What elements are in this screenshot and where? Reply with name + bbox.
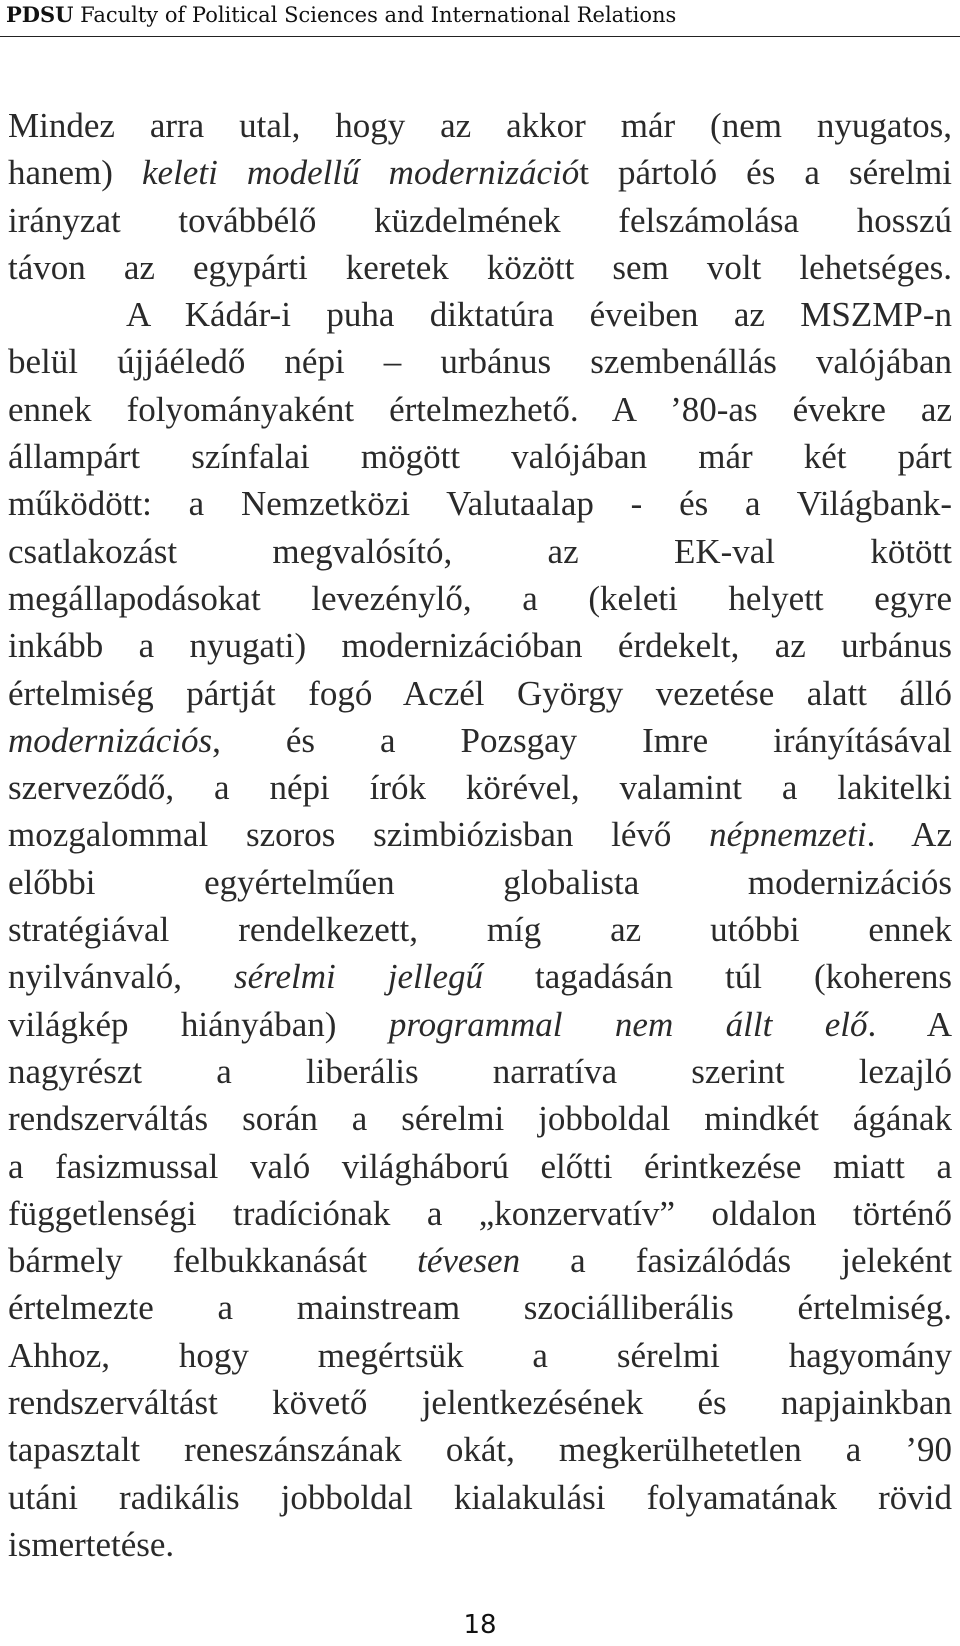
text-line xyxy=(8,1379,952,1426)
text-segment: stratégiával rendelkezett, míg az utóbbi ennek xyxy=(8,910,952,950)
text-segment: nyilvánvaló, xyxy=(8,957,235,997)
text-segment: függetlenségi tradíciónak a „konzervatív” oldalon történő xyxy=(8,1193,952,1233)
text-line xyxy=(8,1237,952,1284)
text-segment: rendszerváltást követő jelentkezésének és napjainkban xyxy=(8,1383,952,1423)
text-segment: Ahhoz, hogy megértsük a sérelmi hagyomány xyxy=(8,1335,952,1375)
italic-segment: modernizációs xyxy=(8,720,213,760)
text-line xyxy=(8,102,952,149)
text-segment: a fasizálódás jeleként xyxy=(520,1241,952,1281)
text-segment: működött: a Nemzetközi Valutaalap - és a Világbank- xyxy=(8,484,952,524)
italic-segment: programmal nem állt elő xyxy=(388,1004,868,1044)
text-line xyxy=(8,528,952,575)
text-segment: utáni radikális jobboldal kialakulási folyamatának rövid xyxy=(8,1477,952,1517)
text-line xyxy=(8,1284,952,1331)
text-line xyxy=(8,1001,952,1048)
header-brand: PDSU xyxy=(6,2,74,27)
header-faculty: Faculty of Political Sciences and International Relations xyxy=(80,3,677,27)
text-segment: irányzat továbbélő küzdelmének felszámolása hosszú xyxy=(8,200,952,240)
text-segment: szerveződő, a népi írók körével, valamint a lakitelki xyxy=(8,768,952,808)
text-segment: inkább a nyugati) modernizációban érdekelt, az urbánus xyxy=(8,626,952,666)
text-segment: tagadásán túl (koherens xyxy=(483,957,952,997)
text-segment: a fasizmussal való világháború előtti érintkezése miatt a xyxy=(8,1146,952,1186)
text-line xyxy=(8,953,952,1000)
text-segment: ennek folyományaként értelmezhető. A ’80-as évekre az xyxy=(8,389,952,429)
italic-segment: sérelmi jellegű xyxy=(234,957,484,997)
text-line xyxy=(8,338,952,385)
text-segment: állampárt színfalai mögött valójában már két párt xyxy=(8,437,952,477)
text-segment: Mindez arra utal, hogy az akkor már (nem nyugatos, xyxy=(8,106,952,145)
text-line xyxy=(8,1048,952,1095)
text-line xyxy=(8,1332,952,1379)
text-line xyxy=(8,575,952,622)
text-line xyxy=(8,386,952,433)
text-segment: . A xyxy=(867,1004,952,1044)
text-line xyxy=(8,1190,952,1237)
text-segment: belül újjáéledő népi – urbánus szembenállás valójában xyxy=(8,342,952,382)
text-segment: . Az xyxy=(866,815,952,855)
text-line xyxy=(8,717,952,764)
text-segment: A Kádár-i puha diktatúra éveiben az MSZMP-n xyxy=(126,295,952,335)
text-segment: bármely felbukkanását xyxy=(8,1241,418,1281)
text-segment: ismertetése. xyxy=(8,1524,175,1564)
italic-segment: népnemzeti xyxy=(709,815,867,855)
text-segment: t pártoló és a sérelmi xyxy=(579,153,952,193)
text-line xyxy=(8,859,952,906)
text-segment: világkép hiányában) xyxy=(8,1004,389,1044)
header-divider xyxy=(0,36,960,37)
text-line xyxy=(8,1426,952,1473)
text-segment: nagyrészt a liberális narratíva szerint lezajló xyxy=(8,1051,952,1091)
text-line xyxy=(8,1143,952,1190)
text-segment: mozgalommal szoros szimbiózisban lévő xyxy=(8,815,710,855)
text-line xyxy=(8,480,952,527)
text-segment: tapasztalt reneszánszának okát, megkerülhetetlen a ’90 xyxy=(8,1430,952,1470)
text-line xyxy=(8,670,952,717)
text-segment: értelmiség pártját fogó Aczél György vezetése alatt álló xyxy=(8,673,952,713)
text-line xyxy=(8,764,952,811)
text-segment: csatlakozást megvalósító, az EK-val kötött xyxy=(8,531,952,571)
text-segment: távon az egypárti keretek között sem volt lehetséges. xyxy=(8,247,952,287)
text-segment: értelmezte a mainstream szociálliberális értelmiség. xyxy=(8,1288,952,1328)
text-line xyxy=(8,811,952,858)
text-segment: megállapodásokat levezénylő, a (keleti helyett egyre xyxy=(8,578,952,618)
text-line xyxy=(8,291,952,338)
text-line xyxy=(8,906,952,953)
text-line xyxy=(8,1521,952,1568)
italic-segment: keleti modellű modernizáció xyxy=(142,153,580,193)
page-number: 18 xyxy=(463,1610,497,1640)
text-line xyxy=(8,1095,952,1142)
text-line xyxy=(8,197,952,244)
text-line xyxy=(8,1474,952,1521)
text-line xyxy=(8,622,952,669)
text-line xyxy=(8,244,952,291)
running-header xyxy=(6,2,952,27)
body-paragraph xyxy=(8,102,952,1568)
italic-segment: tévesen xyxy=(417,1241,521,1281)
text-segment: rendszerváltás során a sérelmi jobboldal mindkét ágának xyxy=(8,1099,952,1139)
text-line xyxy=(8,433,952,480)
text-segment: hanem) xyxy=(8,153,143,193)
text-segment: , és a Pozsgay Imre irányításával xyxy=(212,720,952,760)
text-segment: előbbi egyértelműen globalista modernizációs xyxy=(8,862,952,902)
text-line xyxy=(8,149,952,196)
